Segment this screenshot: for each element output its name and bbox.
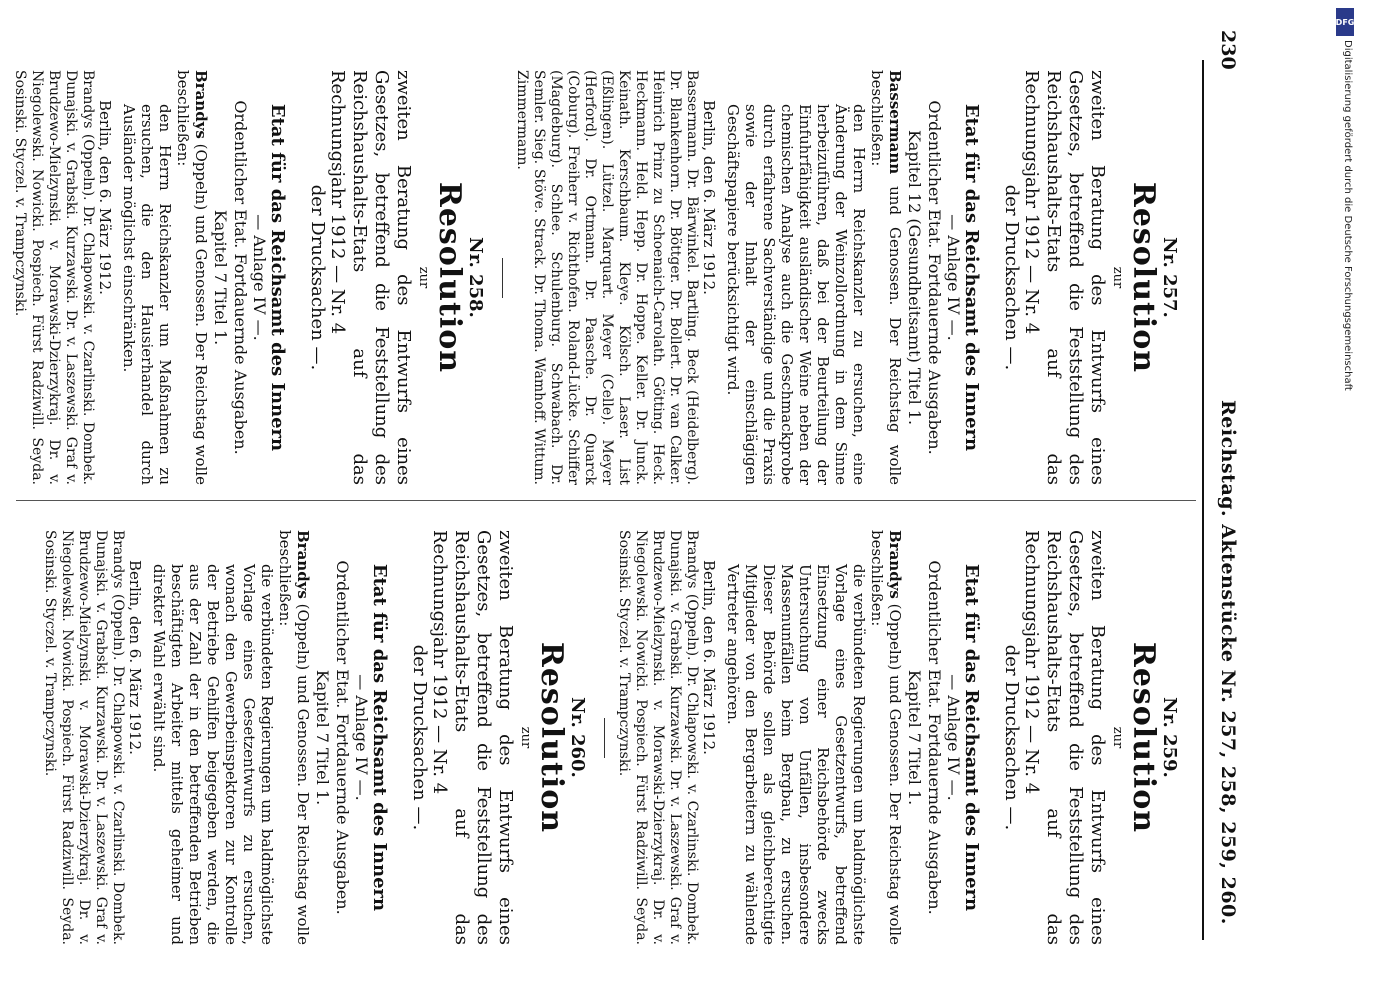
ordentlicher-etat: Ordentlicher Etat. Fortdauernde Ausgaben. Kapitel 12 (Gesundheitsamt) Titel 1. <box>905 100 944 455</box>
resolution-heading: Resolution <box>1126 181 1161 374</box>
ordentlicher-etat: Ordentlicher Etat. Fortdauernde Ausgaben. Kapitel 7 Titel 1. <box>313 560 352 915</box>
etat-title: Etat für das Reichsamt des Innern <box>961 563 982 912</box>
resolution-260 <box>41 530 586 945</box>
drucksachen-line: der Drucksachen —. <box>307 184 328 371</box>
resolution-heading: Resolution <box>534 641 569 834</box>
proposer-name: Brandys <box>294 530 312 599</box>
column-right <box>41 530 1196 945</box>
etat-title: Etat für das Reichsamt des Innern <box>369 563 390 912</box>
resolution-zur: zur <box>518 726 533 749</box>
resolution-body <box>120 70 210 485</box>
proposer-text: (Oppeln) und Genossen. Der Reichstag wolle beschließen: <box>868 530 904 945</box>
proposer-name: Bassermann <box>886 70 904 175</box>
resolution-date: Berlin, den 6. März 1912. <box>96 100 114 295</box>
dfg-logo: DFG <box>1336 8 1354 36</box>
resolution-text: die verbündeten Regierungen um baldmöglichste Vorlage eines Gesetzentwurfs zu ersuchen, wonach den Gewerbeinspektoren zur Kontrolle der Betriebe Gehilfen beigegeben werden, die aus der Zahl der in den betreffenden Betrieben beschäftigten Arbeiter mittels geheimer und direkter Wahl erwählt sind. <box>150 564 276 945</box>
signatories: Brandys (Oppeln). Dr. Chlapowski. v. Czarlinski. Dombek. Dunajski. v. Grabski. Kurzawski. Dr. v. Laszewski. Graf v. Brudzewo-Mielzynski. v. Morawski-Dzierzykraj. Dr. v. Niegolewski. Nowicki. Pospiech. Fürst Radziwill. Seyda. Sosinski. Styczel. v. Trampczynski. <box>42 530 126 945</box>
resolution-257 <box>513 70 1178 485</box>
column-left <box>11 70 1196 485</box>
anlage-line: — Anlage IV —. <box>250 214 269 341</box>
proposer-name: Brandys <box>192 70 210 139</box>
header-rule <box>1202 60 1204 940</box>
resolution-text: den Herrn Reichskanzler zu ersuchen, eine Änderung der Weinzollordnung in dem Sinne herbeizuführen, daß bei der Beurteilung der Einfuhrfähigkeit ausländischer Weine neben der chemischen Analyse auch die Geschmackprobe durch erfahrene Sachverständige und die Praxis sowie der Inhalt der einschlägigen Geschäftspapiere berücksichtigt wird. <box>724 104 868 485</box>
resolution-heading: Resolution <box>432 181 467 374</box>
proposer-name: Brandys <box>886 530 904 599</box>
resolution-number: Nr. 257. <box>1159 237 1180 318</box>
resolution-body <box>150 530 312 945</box>
digitization-credit: Digitalisierung gefördert durch die Deutsche Forschungsgemeinschaft <box>1342 40 1353 391</box>
resolution-date: Berlin, den 6. März 1912. <box>700 560 718 755</box>
resolution-258 <box>11 70 484 485</box>
header-title: Reichstag. Aktenstücke Nr. 257, 258, 259, 260. <box>1217 400 1239 925</box>
ordentlicher-etat: Ordentlicher Etat. Fortdauernde Ausgaben. Kapitel 7 Titel 1. <box>905 560 944 915</box>
resolution-intro: zweiten Beratung des Entwurfs eines Gesetzes, betreffend die Feststellung des Reichshaushalts-Etats auf das Rechnungsjahr 1912 — Nr. 4 <box>327 70 414 485</box>
page-number: 230 <box>1217 30 1239 70</box>
resolution-number: Nr. 260. <box>567 697 588 778</box>
resolution-number: Nr. 259. <box>1159 697 1180 778</box>
resolution-zur: zur <box>1110 726 1125 749</box>
column-divider <box>16 500 1196 501</box>
section-rule <box>604 718 605 758</box>
drucksachen-line: der Drucksachen —. <box>409 644 430 831</box>
resolution-intro: zweiten Beratung des Entwurfs eines Gesetzes, betreffend die Feststellung des Reichshaushalts-Etats auf das Rechnungsjahr 1912 — Nr. 4 <box>1021 530 1108 945</box>
signatories: Brandys (Oppeln). Dr. Chlapowski. v. Czarlinski. Dombek. Dunajski. v. Grabski. Kurzawski. Dr. v. Laszewski. Graf v. Brudzewo-Mielzynski. v. Morawski-Dzierzykraj. Dr. v. Niegolewski. Nowicki. Pospiech. Fürst Radziwill. Seyda. Sosinski. Styczel. v. Trampczynski. <box>12 70 96 485</box>
drucksachen-line: der Drucksachen —. <box>1001 184 1022 371</box>
etat-title: Etat für das Reichsamt des Innern <box>267 103 288 452</box>
etat-title: Etat für das Reichsamt des Innern <box>961 103 982 452</box>
signatories: Brandys (Oppeln). Dr. Chlapowski. v. Czarlinski. Dombek. Dunajski. v. Grabski. Kurzawski. Dr. v. Laszewski. Graf v. Brudzewo-Mielzynski. v. Morawski-Dzierzykraj. Dr. v. Niegolewski. Nowicki. Pospiech. Fürst Radziwill. Seyda. Sosinski. Styczel. v. Trampczynski. <box>616 530 700 945</box>
resolution-zur: zur <box>1110 266 1125 289</box>
anlage-line: — Anlage IV —. <box>944 674 963 801</box>
drucksachen-line: der Drucksachen —. <box>1001 644 1022 831</box>
resolution-body <box>724 530 904 945</box>
resolution-body <box>724 70 904 485</box>
resolution-zur: zur <box>416 266 431 289</box>
proposer-text: (Oppeln) und Genossen. Der Reichstag wolle beschließen: <box>174 70 210 485</box>
resolution-intro: zweiten Beratung des Entwurfs eines Gesetzes, betreffend die Feststellung des Reichshaushalts-Etats auf das Rechnungsjahr 1912 — Nr. 4 <box>429 530 516 945</box>
running-header <box>1204 30 1252 960</box>
resolution-heading: Resolution <box>1126 641 1161 834</box>
resolution-text: die verbündeten Regierungen um baldmöglichste Vorlage eines Gesetzentwurfs, betreffend Einsetzung einer Reichsbehörde zwecks Untersuchung von Unfällen, insbesondere Massenunfällen beim Bergbau, zu ersuchen. Dieser Behörde sollen als gleichberechtigte Mitglieder von den Bergarbeitern zu wählende Vertreter angehören. <box>724 564 868 945</box>
anlage-line: — Anlage IV —. <box>352 674 371 801</box>
proposer-text: und Genossen. Der Reichstag wolle beschließen: <box>868 70 904 485</box>
resolution-intro: zweiten Beratung des Entwurfs eines Gesetzes, betreffend die Feststellung des Reichshaushalts-Etats auf das Rechnungsjahr 1912 — Nr. 4 <box>1021 70 1108 485</box>
resolution-number: Nr. 258. <box>465 237 486 318</box>
proposer-text: (Oppeln) und Genossen. Der Reichstag wolle beschließen: <box>276 530 312 945</box>
resolution-259 <box>615 530 1178 945</box>
signatories: Bassermann. Dr. Bärwinkel. Bartling. Beck (Heidelberg). Dr. Blankenhorn. Dr. Böttger. Dr. Bollert. Dr. van Calker. Heinrich Prinz zu Schoenaich-Carolath. Götting. Heck. Heckmann. Held. Hepp. Dr. Hoppe. Keller. Dr. Junck. Keinath. Kerschbaum. Kleye. Kölsch. Laser. List (Eßlingen). Lützel. Marquart. Meyer (Celle). Meyer (Herford). Dr. Ortmann. Dr. Paasche. Dr. Quarck (Coburg). Freiherr v. Richthofen. Roland-Lücke. Schiffer (Magdeburg). Schlee. Schulenburg. Schwabach. Dr. Semler. Sieg. Stöve. Strack. Dr. Thoma. Wamhoff. Wittum. Zimmermann. <box>514 70 700 485</box>
resolution-date: Berlin, den 6. März 1912. <box>700 100 718 295</box>
resolution-text: den Herrn Reichskanzler um Maßnahmen zu ersuchen, die den Hausierhandel durch Ausländer möglichst einschränken. <box>120 104 174 485</box>
section-rule <box>502 258 503 298</box>
anlage-line: — Anlage IV —. <box>944 214 963 341</box>
resolution-date: Berlin, den 6. März 1912. <box>126 560 144 755</box>
ordentlicher-etat: Ordentlicher Etat. Fortdauernde Ausgaben. Kapitel 7 Titel 1. <box>211 100 250 455</box>
